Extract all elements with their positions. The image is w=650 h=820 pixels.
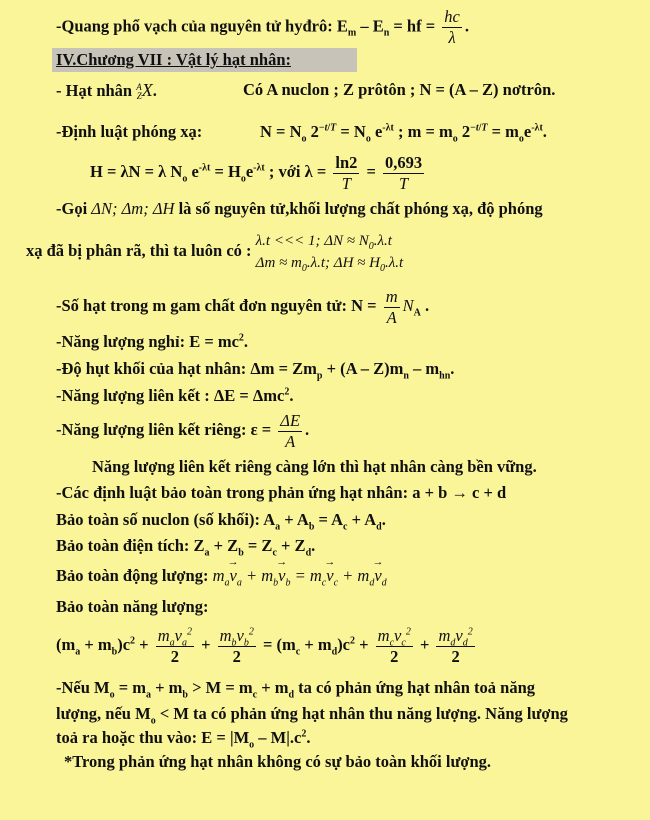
decay-law-label: -Định luật phóng xạ: — [56, 122, 203, 141]
momentum-conservation: Bảo toàn động lượng: $m_a\to v_a + m_b\to v_b = m_c\to v_c + m_d\to v_d$ — [56, 566, 387, 586]
conservation-laws-line: -Các định luật bảo toàn trong phản ứng hạt nhân: a + b → c + d — [56, 483, 507, 502]
nucleus-line: - Hạt nhân A ZX. — [56, 80, 157, 102]
nucleon-conservation: Bảo toàn số nuclon (số khối): $A_a + A_b = A_c + A_d$. — [56, 510, 386, 533]
particle-count-line: -Số hạt trong m gam chất đơn nguyên tử: N = $\frac{m}{A}$ $N_A$ . — [56, 286, 430, 327]
energy-conservation-formula: $(m_a + m_b)c^2$ + $\frac{m_av_a^2}{2}$ + $\frac{m_bv_b^2}{2}$ = $(m_c + m_d)c^2$ + $\frac{m_cv_c^2}{2}$ + $\frac{m_dv_d^2}{2}$ — [56, 625, 473, 666]
exothermic-line: -Nếu $M_o = m_a + m_b > M = m_c + m_d$ ta có phản ứng hạt nhân toả năng — [56, 678, 536, 701]
mass-defect-line: -Độ hụt khối của hạt nhân: $\Delta m = Zm_p + (A - Z)m_n - m_{hn}$. — [56, 359, 455, 382]
ln2-label: ln2 — [335, 152, 358, 172]
rest-energy-line: -Năng lượng nghỉ: $E = mc^2$. — [56, 332, 249, 351]
decay-law-formula: $N = N_o$ $2^{-t/T} = N_o$ $e^{-\lambda t}$ ; $m = m_o$ $2^{-t/T} = m_oe^{-\lambda t}$. — [260, 122, 547, 145]
nucleus-description: Có A nuclon ; Z prôtôn ; N = (A – Z) nơtrôn. — [243, 80, 556, 99]
activity-formula: H = λN = λ $N_o$ $e^{-\lambda t} = H_oe^{-\lambda t}$ ; với λ = $\frac{\ln 2}{T}$ = $\frac{0,693}{T}$ — [90, 152, 423, 193]
binding-energy-line: -Năng lượng liên kết : ΔE = Δmc$^2$. — [56, 386, 294, 405]
decay-relations: xạ đã bị phân rã, thì ta luôn có : λ.t <<< 1; $\Delta N \approx N_0.\lambda.t$ $\Delta m \approx m_0.\lambda.t$; $\Delta H \approx H_0.\lambda.t$ — [26, 233, 404, 275]
energy-conservation-label: Bảo toàn năng lượng: — [56, 597, 209, 616]
reaction-energy-line: toả ra hoặc thu vào: $E = |M_o - M|.c^2$. — [56, 728, 311, 751]
specific-binding-line: -Năng lượng liên kết riêng: ε = $\frac{\Delta E}{A}$ . — [56, 410, 310, 451]
call-line: -Gọi ΔN; Δm; ΔH là số nguyên tử,khối lượng chất phóng xạ, độ phóng — [56, 199, 543, 218]
ln2-value: 0,693 — [385, 152, 423, 172]
charge-conservation: Bảo toàn điện tích: $Z_a + Z_b = Z_c + Z_d$. — [56, 536, 316, 559]
chapter-heading: IV.Chương VII : Vật lý hạt nhân: — [52, 48, 357, 72]
stability-note: Năng lượng liên kết riêng càng lớn thì hạt nhân càng bền vững. — [92, 457, 537, 476]
endothermic-line: lượng, nếu $M_o < M$ ta có phản ứng hạt nhân thu năng lượng. Năng lượng — [56, 704, 568, 727]
hydrogen-spectrum-line: -Quang phổ vạch của nguyên tử hyđrô: $E_m - E_n$ = hf = $\frac{hc}{\lambda}$ . — [56, 7, 469, 47]
mass-not-conserved-note: *Trong phản ứng hạt nhân không có sự bảo toàn khối lượng. — [64, 752, 492, 771]
